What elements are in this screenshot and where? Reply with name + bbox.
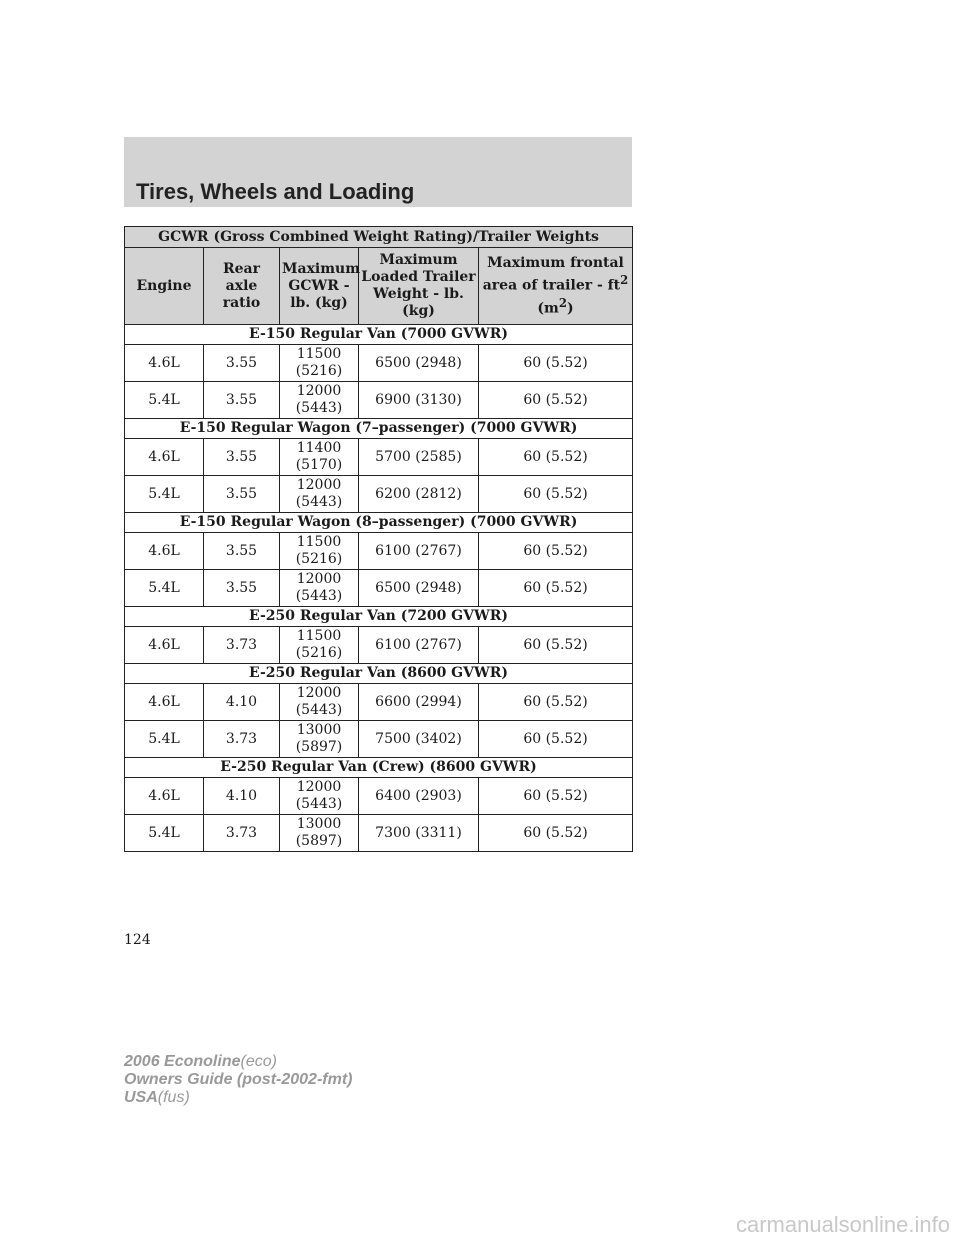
- gcwr-table: [124, 226, 633, 852]
- cell-engine: 4.6L: [125, 684, 204, 721]
- gcwr-kg: (5443): [295, 702, 343, 718]
- cell-axle-ratio: 3.73: [204, 815, 280, 852]
- cell-axle-ratio: 3.73: [204, 721, 280, 758]
- cell-gcwr: [280, 721, 359, 758]
- table-row: [125, 382, 633, 419]
- group-title: E-150 Regular Wagon (8–passenger) (7000 GVWR): [125, 513, 633, 533]
- cell-frontal-area: 60 (5.52): [479, 476, 633, 513]
- cell-gcwr: [280, 627, 359, 664]
- cell-frontal-area: 60 (5.52): [479, 627, 633, 664]
- table-row: [125, 778, 633, 815]
- section-title: Tires, Wheels and Loading: [136, 179, 415, 204]
- header-engine: Engine: [125, 248, 204, 325]
- footer: 2006 Econoline(eco) Owners Guide (post-2002-fmt) USA(fus): [124, 1053, 353, 1106]
- gcwr-kg: (5897): [295, 833, 343, 849]
- cell-axle-ratio: 3.55: [204, 382, 280, 419]
- cell-frontal-area: 60 (5.52): [479, 345, 633, 382]
- cell-gcwr: [280, 570, 359, 607]
- cell-axle-ratio: 4.10: [204, 684, 280, 721]
- cell-engine: 4.6L: [125, 533, 204, 570]
- gcwr-kg: (5170): [295, 457, 343, 473]
- cell-gcwr: [280, 815, 359, 852]
- gcwr-kg: (5216): [295, 645, 343, 661]
- cell-trailer-weight: 6200 (2812): [359, 476, 479, 513]
- cell-frontal-area: 60 (5.52): [479, 533, 633, 570]
- table-row: [125, 439, 633, 476]
- table-title: GCWR (Gross Combined Weight Rating)/Trailer Weights: [125, 227, 633, 248]
- gcwr-lb: 11500: [296, 628, 342, 644]
- gcwr-kg: (5443): [295, 796, 343, 812]
- page-number: 124: [124, 932, 151, 948]
- cell-trailer-weight: 6900 (3130): [359, 382, 479, 419]
- cell-axle-ratio: 3.55: [204, 476, 280, 513]
- cell-axle-ratio: 3.55: [204, 570, 280, 607]
- cell-trailer-weight: 6100 (2767): [359, 627, 479, 664]
- group-title: E-250 Regular Van (8600 GVWR): [125, 664, 633, 684]
- table-row: [125, 684, 633, 721]
- cell-axle-ratio: 4.10: [204, 778, 280, 815]
- cell-frontal-area: 60 (5.52): [479, 684, 633, 721]
- cell-engine: 5.4L: [125, 382, 204, 419]
- cell-engine: 5.4L: [125, 476, 204, 513]
- cell-engine: 4.6L: [125, 439, 204, 476]
- cell-trailer-weight: 7300 (3311): [359, 815, 479, 852]
- cell-gcwr: [280, 533, 359, 570]
- cell-trailer-weight: 6500 (2948): [359, 345, 479, 382]
- cell-gcwr: [280, 439, 359, 476]
- cell-engine: 5.4L: [125, 815, 204, 852]
- watermark: carmanualsonline.info: [735, 1212, 950, 1237]
- cell-axle-ratio: 3.55: [204, 345, 280, 382]
- cell-gcwr: [280, 778, 359, 815]
- cell-trailer-weight: 6600 (2994): [359, 684, 479, 721]
- group-row: [125, 419, 633, 439]
- cell-engine: 5.4L: [125, 721, 204, 758]
- group-title: E-150 Regular Van (7000 GVWR): [125, 325, 633, 345]
- cell-trailer-weight: 6100 (2767): [359, 533, 479, 570]
- cell-axle-ratio: 3.73: [204, 627, 280, 664]
- cell-trailer-weight: 6500 (2948): [359, 570, 479, 607]
- section-header: [124, 137, 632, 207]
- cell-gcwr: [280, 476, 359, 513]
- group-row: [125, 513, 633, 533]
- table-row: [125, 570, 633, 607]
- gcwr-lb: 12000: [296, 779, 342, 795]
- group-title: E-250 Regular Van (Crew) (8600 GVWR): [125, 758, 633, 778]
- gcwr-lb: 11500: [296, 534, 342, 550]
- cell-engine: 4.6L: [125, 627, 204, 664]
- header-max-gcwr: Maximum GCWR - lb. (kg): [280, 248, 359, 325]
- cell-frontal-area: 60 (5.52): [479, 778, 633, 815]
- table-row: [125, 627, 633, 664]
- cell-trailer-weight: 6400 (2903): [359, 778, 479, 815]
- header-axle-ratio: Rear axle ratio: [204, 248, 280, 325]
- table-row: [125, 815, 633, 852]
- gcwr-kg: (5443): [295, 588, 343, 604]
- group-row: [125, 758, 633, 778]
- cell-trailer-weight: 5700 (2585): [359, 439, 479, 476]
- gcwr-kg: (5443): [295, 494, 343, 510]
- cell-trailer-weight: 7500 (3402): [359, 721, 479, 758]
- table-row: [125, 345, 633, 382]
- cell-frontal-area: 60 (5.52): [479, 439, 633, 476]
- gcwr-lb: 12000: [296, 383, 342, 399]
- gcwr-lb: 11400: [296, 440, 342, 456]
- gcwr-lb: 12000: [296, 477, 342, 493]
- gcwr-kg: (5216): [295, 551, 343, 567]
- gcwr-lb: 12000: [296, 685, 342, 701]
- cell-frontal-area: 60 (5.52): [479, 815, 633, 852]
- header-max-trailer-weight: Maximum Loaded Trailer Weight - lb. (kg): [359, 248, 479, 325]
- cell-frontal-area: 60 (5.52): [479, 570, 633, 607]
- table-row: [125, 476, 633, 513]
- cell-engine: 4.6L: [125, 778, 204, 815]
- gcwr-kg: (5216): [295, 363, 343, 379]
- table-body: [125, 325, 633, 852]
- group-row: [125, 325, 633, 345]
- gcwr-kg: (5897): [295, 739, 343, 755]
- group-title: E-250 Regular Van (7200 GVWR): [125, 607, 633, 627]
- group-title: E-150 Regular Wagon (7–passenger) (7000 GVWR): [125, 419, 633, 439]
- cell-gcwr: [280, 382, 359, 419]
- header-max-frontal-area: Maximum frontal area of trailer - $ft^2$ $(m^2)$: [479, 248, 633, 325]
- cell-axle-ratio: 3.55: [204, 439, 280, 476]
- cell-axle-ratio: 3.55: [204, 533, 280, 570]
- cell-gcwr: [280, 345, 359, 382]
- gcwr-lb: 13000: [296, 816, 342, 832]
- gcwr-kg: (5443): [295, 400, 343, 416]
- cell-gcwr: [280, 684, 359, 721]
- gcwr-lb: 13000: [296, 722, 342, 738]
- group-row: [125, 607, 633, 627]
- table-row: [125, 533, 633, 570]
- group-row: [125, 664, 633, 684]
- gcwr-lb: 11500: [296, 346, 342, 362]
- cell-engine: 5.4L: [125, 570, 204, 607]
- gcwr-lb: 12000: [296, 571, 342, 587]
- cell-frontal-area: 60 (5.52): [479, 721, 633, 758]
- cell-engine: 4.6L: [125, 345, 204, 382]
- table-row: [125, 721, 633, 758]
- cell-frontal-area: 60 (5.52): [479, 382, 633, 419]
